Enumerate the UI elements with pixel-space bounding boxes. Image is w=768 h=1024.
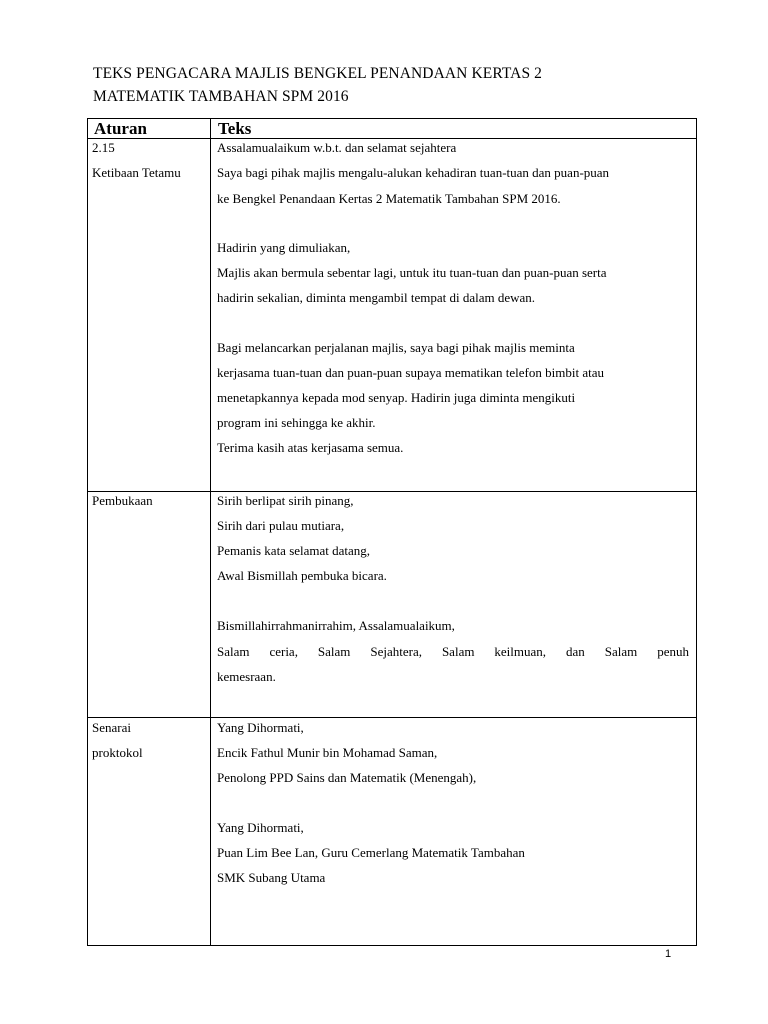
title-line-1: TEKS PENGACARA MAJLIS BENGKEL PENANDAAN KERTAS 2 bbox=[93, 65, 542, 82]
header-aturan: Aturan bbox=[94, 119, 147, 138]
row-3-teks-line: Encik Fathul Munir bin Mohamad Saman, bbox=[217, 745, 438, 760]
row-2-teks-line: Sirih dari pulau mutiara, bbox=[217, 518, 345, 533]
word: Salam bbox=[317, 644, 351, 659]
row-1-teks-line: Assalamualaikum w.b.t. dan selamat sejahtera bbox=[217, 140, 457, 155]
row-1-teks-line: hadirin sekalian, diminta mengambil tempat di dalam dewan. bbox=[217, 290, 536, 305]
page-number: 1 bbox=[665, 948, 672, 960]
row-2-teks-line: Sirih berlipat sirih pinang, bbox=[217, 493, 354, 508]
row-1-teks-line: Terima kasih atas kerjasama semua. bbox=[217, 440, 404, 455]
word: Salam bbox=[604, 644, 638, 659]
row-2-aturan-label: Pembukaan bbox=[92, 493, 153, 508]
script-table bbox=[87, 118, 697, 946]
row-3-teks-line: Yang Dihormati, bbox=[217, 820, 304, 835]
row-2-teks-line: Bismillahirrahmanirrahim, Assalamualaikum, bbox=[217, 618, 455, 633]
row-divider bbox=[88, 491, 696, 492]
row-1-teks-line: program ini sehingga ke akhir. bbox=[217, 415, 376, 430]
word: penuh bbox=[657, 644, 689, 659]
row-1-teks-line: menetapkannya kepada mod senyap. Hadirin juga diminta mengikuti bbox=[217, 390, 576, 405]
document-title bbox=[93, 62, 713, 108]
row-1-teks-line: Bagi melancarkan perjalanan majlis, saya bagi pihak majlis meminta bbox=[217, 340, 575, 355]
row-2-teks-line: Awal Bismillah pembuka bicara. bbox=[217, 568, 387, 583]
word: keilmuan, bbox=[494, 644, 547, 659]
row-2-teks-justified-line bbox=[217, 639, 689, 664]
header-teks: Teks bbox=[218, 119, 252, 138]
row-3-teks-line: Penolong PPD Sains dan Matematik (Menengah), bbox=[217, 770, 477, 785]
title-line-2: MATEMATIK TAMBAHAN SPM 2016 bbox=[93, 88, 349, 105]
row-1-teks-line: kerjasama tuan-tuan dan puan-puan supaya mematikan telefon bimbit atau bbox=[217, 365, 604, 380]
row-2-teks-line: Pemanis kata selamat datang, bbox=[217, 543, 371, 558]
row-3-teks-line: SMK Subang Utama bbox=[217, 870, 326, 885]
row-3-teks-line: Puan Lim Bee Lan, Guru Cemerlang Matematik Tambahan bbox=[217, 845, 525, 860]
word: Salam bbox=[441, 644, 475, 659]
row-3-aturan-label: Senarai bbox=[92, 720, 131, 735]
row-3-aturan-label: proktokol bbox=[92, 745, 143, 760]
row-1-aturan-label: Ketibaan Tetamu bbox=[92, 165, 181, 180]
row-divider bbox=[88, 717, 696, 718]
word: dan bbox=[566, 644, 585, 659]
word: Salam bbox=[217, 644, 250, 659]
row-1-aturan-time: 2.15 bbox=[92, 140, 115, 155]
word: ceria, bbox=[269, 644, 298, 659]
row-1-teks-line: Hadirin yang dimuliakan, bbox=[217, 240, 351, 255]
row-1-teks-line: Saya bagi pihak majlis mengalu-alukan kehadiran tuan-tuan dan puan-puan bbox=[217, 165, 610, 180]
row-1-teks-line: ke Bengkel Penandaan Kertas 2 Matematik Tambahan SPM 2016. bbox=[217, 191, 561, 206]
column-divider bbox=[210, 119, 211, 945]
row-1-teks-line: Majlis akan bermula sebentar lagi, untuk itu tuan-tuan dan puan-puan serta bbox=[217, 265, 607, 280]
word: Sejahtera, bbox=[370, 644, 422, 659]
row-2-teks-line: kemesraan. bbox=[217, 669, 276, 684]
row-3-teks-line: Yang Dihormati, bbox=[217, 720, 304, 735]
